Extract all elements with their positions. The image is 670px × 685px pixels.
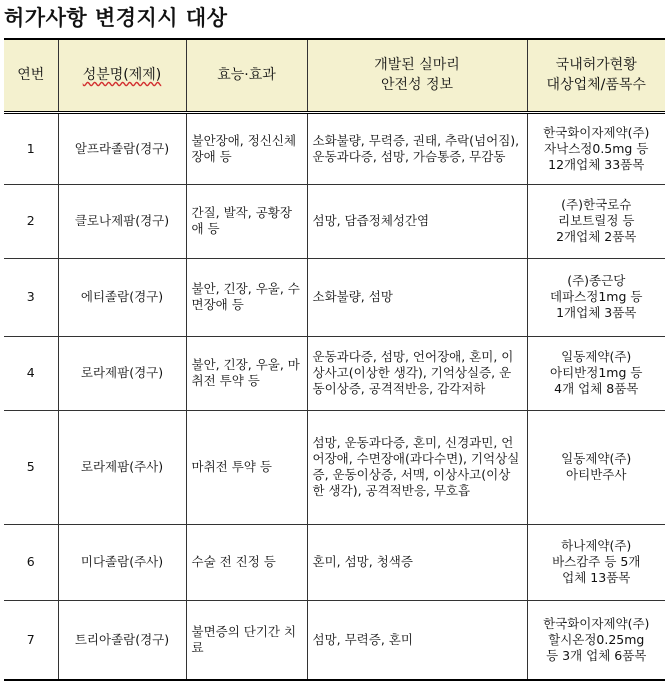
row-products-count: 1개업체 3품목 bbox=[556, 305, 637, 320]
row-products bbox=[527, 524, 665, 600]
row-safety: 섬망, 운동과다증, 혼미, 신경과민, 언어장애, 수면장애(과다수면), 기억상실증, 운동이상증, 서맥, 이상사고(이상한 생각), 공격적반응, 무호흡 bbox=[307, 410, 527, 524]
row-ingredient: 클로나제팜(경구) bbox=[58, 184, 186, 258]
row-products-count: 2개업체 2품목 bbox=[556, 229, 637, 244]
row-safety: 섬망, 무력증, 혼미 bbox=[307, 600, 527, 679]
row-efficacy: 간질, 발작, 공황장애 등 bbox=[186, 184, 307, 258]
row-products-item: 리보트릴정 등 bbox=[558, 213, 635, 228]
row-safety: 소화불량, 무력증, 권태, 추락(넘어짐), 운동과다증, 섬망, 가슴통증, 무감동 bbox=[307, 112, 527, 184]
row-products-company: 일동제약(주) bbox=[561, 451, 632, 466]
row-ingredient: 에티졸람(경구) bbox=[58, 258, 186, 336]
header-efficacy: 효능·효과 bbox=[186, 40, 307, 112]
row-ingredient: 알프라졸람(경구) bbox=[58, 112, 186, 184]
row-no: 1 bbox=[4, 112, 58, 184]
row-products-count: 업체 13품목 bbox=[562, 570, 631, 585]
row-ingredient: 트리아졸람(경구) bbox=[58, 600, 186, 679]
row-products-company: 일동제약(주) bbox=[561, 349, 632, 364]
row-efficacy: 불안장애, 정신신체장애 등 bbox=[186, 112, 307, 184]
header-safety-line1: 개발된 실마리 bbox=[374, 56, 460, 73]
table-row bbox=[4, 336, 665, 410]
header-ingredient-label: 성분명(제제) bbox=[82, 67, 162, 84]
header-safety bbox=[307, 40, 527, 112]
table-header-row bbox=[4, 40, 665, 112]
target-table-container bbox=[4, 38, 665, 681]
row-products-item: 데파스정1mg 등 bbox=[550, 289, 643, 304]
row-no: 3 bbox=[4, 258, 58, 336]
row-products bbox=[527, 112, 665, 184]
row-safety: 운동과다증, 섬망, 언어장애, 혼미, 이상사고(이상한 생각), 기억상실증, 운동이상증, 공격적반응, 감각저하 bbox=[307, 336, 527, 410]
row-efficacy: 불안, 긴장, 우울, 마취전 투약 등 bbox=[186, 336, 307, 410]
row-products-count: 12개업체 33품목 bbox=[548, 156, 645, 172]
row-ingredient: 미다졸람(주사) bbox=[58, 524, 186, 600]
header-products-line1: 국내허가현황 bbox=[555, 56, 637, 73]
row-products-company: 하나제약(주) bbox=[561, 538, 632, 553]
table-row bbox=[4, 410, 665, 524]
row-products bbox=[527, 184, 665, 258]
row-products-count: 4개 업체 8품목 bbox=[554, 381, 639, 396]
row-products-item: 아티반정1mg 등 bbox=[550, 365, 643, 380]
header-ingredient bbox=[58, 40, 186, 112]
row-products-company: (주)한국로슈 bbox=[561, 197, 632, 212]
row-ingredient: 로라제팜(주사) bbox=[58, 410, 186, 524]
row-products-item: 바스캄주 등 5개 bbox=[552, 554, 641, 569]
table-row bbox=[4, 112, 665, 184]
header-no: 연번 bbox=[4, 40, 58, 112]
header-products-line2: 대상업체/품목수 bbox=[546, 77, 646, 94]
row-efficacy: 수술 전 진정 등 bbox=[186, 524, 307, 600]
row-products-company: (주)종근당 bbox=[567, 273, 626, 288]
row-no: 6 bbox=[4, 524, 58, 600]
row-products-item: 할시온정0.25mg bbox=[548, 631, 645, 647]
row-no: 5 bbox=[4, 410, 58, 524]
header-products bbox=[527, 40, 665, 112]
row-products bbox=[527, 258, 665, 336]
row-products bbox=[527, 410, 665, 524]
row-no: 7 bbox=[4, 600, 58, 679]
target-table bbox=[4, 40, 665, 679]
row-ingredient: 로라제팜(경구) bbox=[58, 336, 186, 410]
row-efficacy: 마취전 투약 등 bbox=[186, 410, 307, 524]
table-row bbox=[4, 258, 665, 336]
row-products-count: 등 3개 업체 6품목 bbox=[546, 647, 647, 663]
row-products-company: 한국화이자제약(주) bbox=[543, 615, 650, 631]
row-safety: 소화불량, 섬망 bbox=[307, 258, 527, 336]
row-products bbox=[527, 336, 665, 410]
row-safety: 혼미, 섬망, 청색증 bbox=[307, 524, 527, 600]
table-row bbox=[4, 524, 665, 600]
row-products-item: 자낙스정0.5mg 등 bbox=[544, 140, 649, 156]
header-safety-line2: 안전성 정보 bbox=[380, 77, 454, 94]
page-title: 허가사항 변경지시 대상 bbox=[4, 6, 228, 30]
row-products bbox=[527, 600, 665, 679]
row-safety: 섬망, 담즙정체성간염 bbox=[307, 184, 527, 258]
row-no: 2 bbox=[4, 184, 58, 258]
table-row bbox=[4, 184, 665, 258]
row-products-item: 아티반주사 bbox=[566, 467, 627, 482]
table-row bbox=[4, 600, 665, 679]
row-products-company: 한국화이자제약(주) bbox=[543, 124, 650, 140]
row-efficacy: 불안, 긴장, 우울, 수면장애 등 bbox=[186, 258, 307, 336]
row-no: 4 bbox=[4, 336, 58, 410]
row-efficacy: 불면증의 단기간 치료 bbox=[186, 600, 307, 679]
